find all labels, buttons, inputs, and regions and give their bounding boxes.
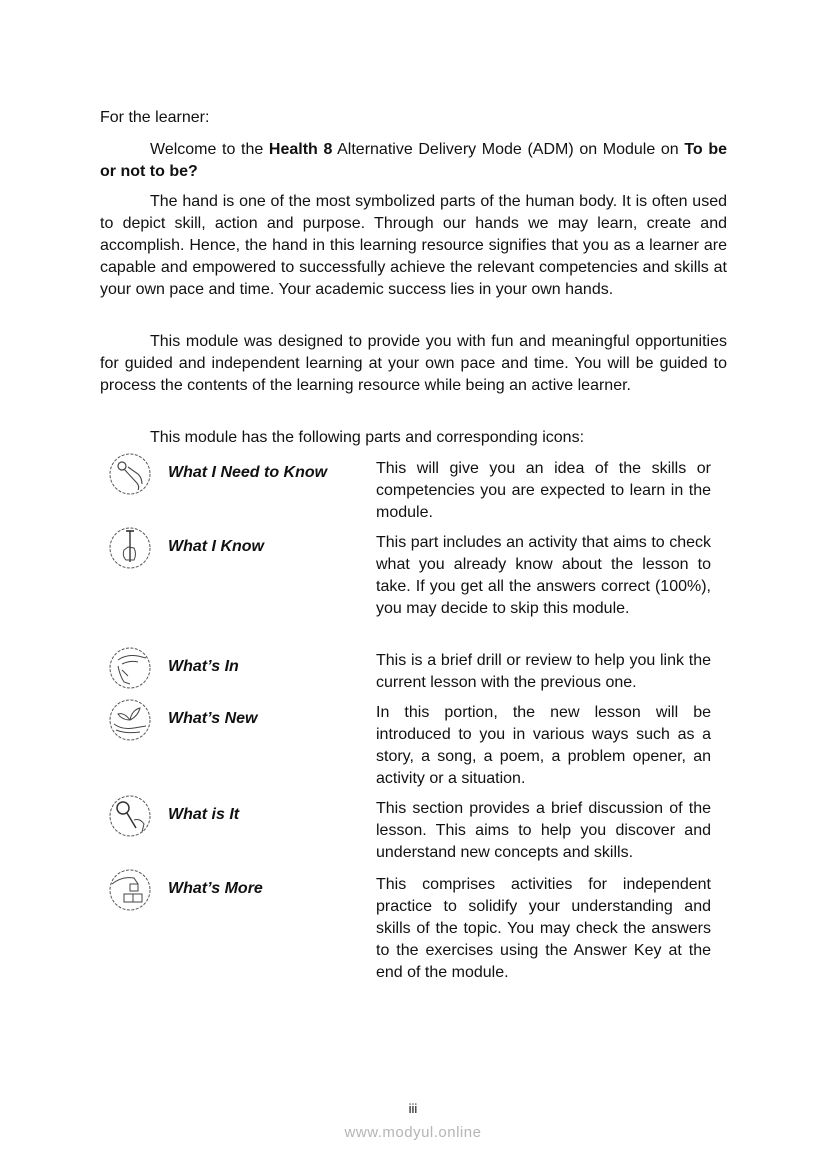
welcome-text: Welcome to the (150, 141, 269, 158)
part-label: What I Know (168, 538, 264, 555)
welcome-paragraph (100, 139, 727, 183)
part-description: In this portion, the new lesson will be introduced to you in various ways such as a story, a song, a poem, a problem opener, an activity or a situation. (376, 704, 711, 787)
welcome-text-mid: Alternative Delivery Mode (ADM) on Module on (332, 141, 685, 158)
part-description: This section provides a brief discussion of the lesson. This aims to help you discover and understand new concepts and skills. (376, 800, 711, 861)
part-label: What I Need to Know (168, 464, 328, 481)
hand-holding-pencil-icon (108, 526, 152, 570)
hand-with-magnifier-icon (108, 794, 152, 838)
part-description: This part includes an activity that aims to check what you already know about the lesson to take. If you get all the answers correct (100%), you may decide to skip this module. (376, 534, 711, 617)
part-description: This is a brief drill or review to help you link the current lesson with the previous one. (376, 652, 711, 691)
module-title: To be or not to be? (100, 141, 728, 180)
page-number: iii (408, 1101, 418, 1116)
design-paragraph: This module was designed to provide you with fun and meaningful opportunities for guided and independent learning at your own pace and time. You will be guided to process the contents of the learning resource while being an active learner. (100, 333, 727, 394)
part-label: What’s More (168, 880, 263, 897)
hand-stacking-blocks-icon (108, 868, 152, 912)
parts-intro: This module has the following parts and corresponding icons: (150, 429, 585, 446)
pointing-hand-icon (108, 452, 152, 496)
part-label: What’s New (168, 710, 258, 727)
subject-name: Health 8 (268, 141, 333, 158)
part-label: What’s In (168, 658, 239, 675)
hand-helping-hand-icon (108, 646, 152, 690)
part-description: This comprises activities for independent practice to solidify your understanding and skills of the topic. You may check the answers to the exercises using the Answer Key at the end of the module. (376, 876, 711, 981)
hand-paragraph: The hand is one of the most symbolized parts of the human body. It is often used to depict skill, action and purpose. Through our hands we may learn, create and accomplish. Hence, the hand in this learning resource signifies that you as a learner are capable and empowered to successfully achieve the relevant competencies and skills at your own pace and time. Your academic success lies in your own hands. (100, 193, 727, 298)
watermark: www.modyul.online (344, 1124, 482, 1141)
part-description: This will give you an idea of the skills or competencies you are expected to learn in the module. (376, 460, 711, 521)
greeting: For the learner: (100, 109, 210, 126)
hand-with-sprout-icon (108, 698, 152, 742)
part-label: What is It (168, 806, 240, 823)
